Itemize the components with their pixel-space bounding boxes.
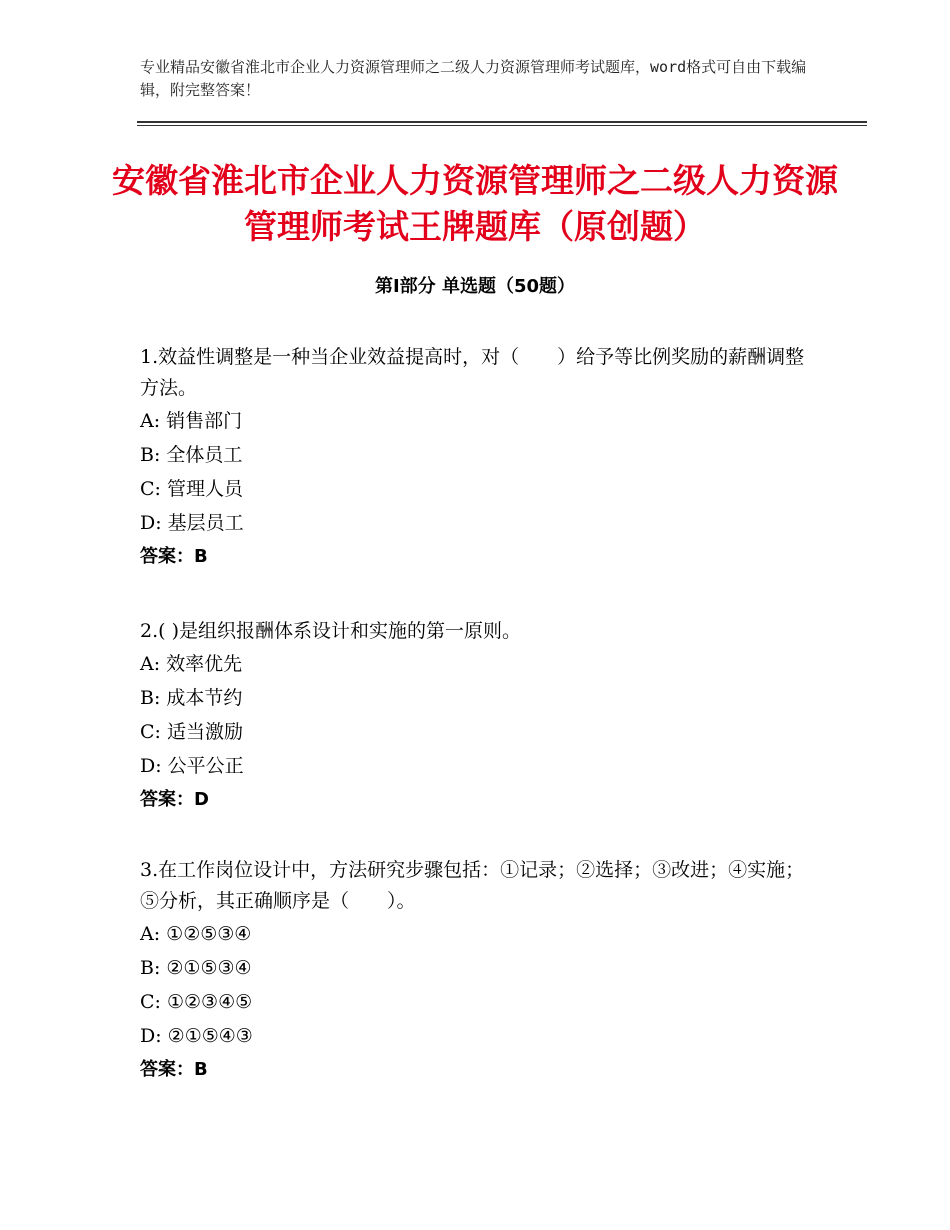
option-c: C: 适当激励: [140, 721, 243, 743]
answer: 答案：B: [140, 546, 208, 567]
option-c: C: 管理人员: [140, 478, 243, 500]
section-title: 第Ⅰ部分 单选题（50题）: [374, 276, 575, 297]
question-2: [140, 616, 820, 817]
question-stem: 1.效益性调整是一种当企业效益提高时，对（ ）给予等比例奖励的薪酬调整方法。: [140, 346, 805, 399]
option-c: C: ①②③④⑤: [140, 991, 253, 1013]
question-3: [140, 855, 820, 1087]
option-a: A: 销售部门: [140, 410, 243, 432]
header-rule-thick: [137, 121, 867, 123]
document-title: 安徽省淮北市企业人力资源管理师之二级人力资源管理师考试王牌题库（原创题）: [112, 161, 838, 246]
answer: 答案：D: [140, 789, 209, 810]
option-d: D: 公平公正: [140, 755, 244, 777]
option-d: D: ②①⑤④③: [140, 1025, 253, 1047]
option-b: B: 成本节约: [140, 687, 243, 709]
option-a: A: ①②⑤③④: [140, 923, 252, 945]
option-a: A: 效率优先: [140, 653, 243, 675]
option-b: B: ②①⑤③④: [140, 957, 252, 979]
question-1: [140, 342, 820, 574]
question-stem: 3.在工作岗位设计中，方法研究步骤包括：①记录；②选择；③改进；④实施；⑤分析，其正确顺序是（ ）。: [140, 859, 805, 912]
option-b: B: 全体员工: [140, 444, 243, 466]
header-note: 专业精品安徽省淮北市企业人力资源管理师之二级人力资源管理师考试题库，word格式可自由下载编辑，附完整答案！: [140, 58, 807, 99]
header-rule-thin: [137, 125, 867, 126]
question-stem: 2.( )是组织报酬体系设计和实施的第一原则。: [140, 620, 521, 642]
answer: 答案：B: [140, 1059, 208, 1080]
option-d: D: 基层员工: [140, 512, 244, 534]
